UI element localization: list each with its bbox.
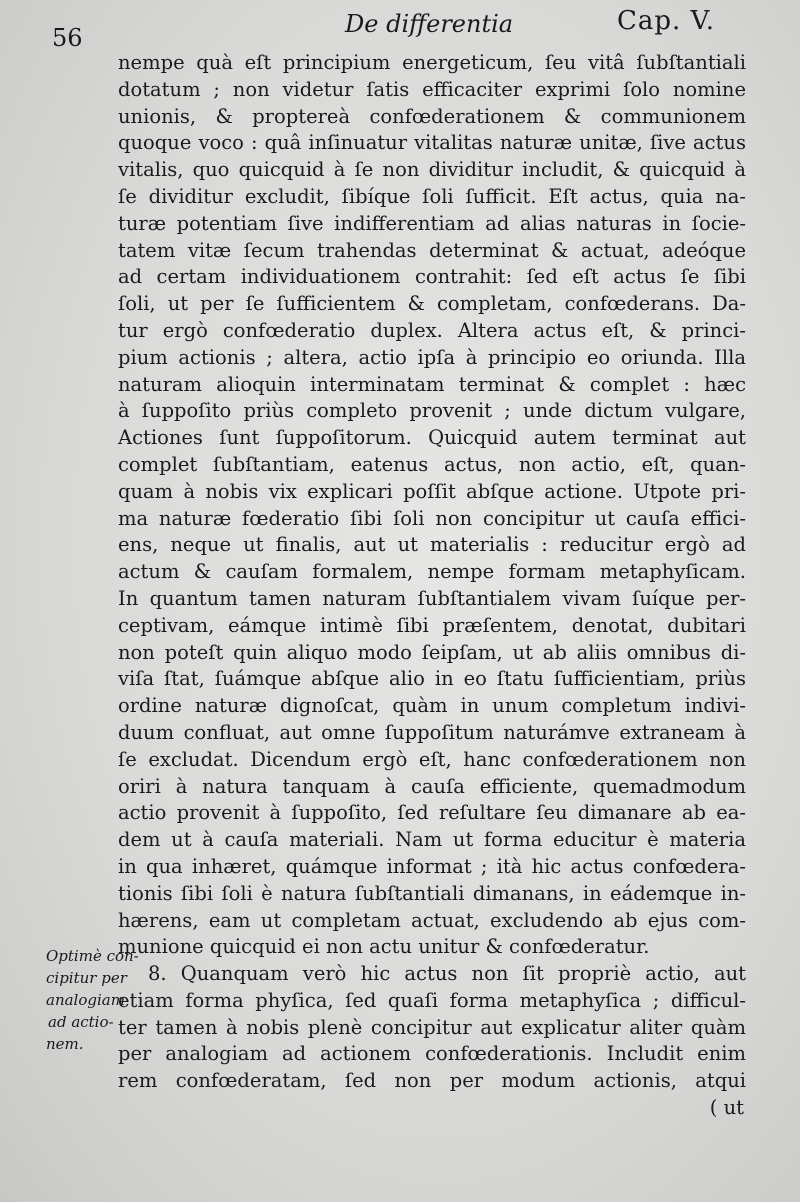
text-line: dotatum ; non videtur ſatis efficaciter exprimi ſolo nomine <box>118 77 746 101</box>
text-line: oriri à natura tanquam à cauſa efficiente, quemadmodum <box>118 774 746 798</box>
text-line: viſa ſtat, ſuámque abſque alio in eo ſtatu ſufficientiam, priùs <box>118 667 746 691</box>
text-line: ſe excludat. Dicendum ergò eſt, hanc confœderationem non <box>118 747 746 771</box>
margin-note-line: ad actio- <box>48 1013 114 1031</box>
text-line: ens, neque ut finalis, aut ut materialis : reducitur ergò ad <box>118 533 746 557</box>
margin-note-line: nem. <box>46 1035 84 1053</box>
text-line: vitalis, quo quicquid à ſe non dividitur includit, & quicquid à <box>118 158 746 182</box>
text-line: dem ut à cauſa materiali. Nam ut forma educitur è materia <box>118 828 746 852</box>
text-line: per analogiam ad actionem confœderationis. Includit enim <box>118 1042 746 1066</box>
text-line: ma naturæ fœderatio ſibi ſoli non concipitur ut cauſa effici- <box>118 506 746 530</box>
chapter-label: Cap. V. <box>617 6 716 36</box>
text-line: etiam forma phyſica, ſed quaſi forma metaphyſica ; difficul- <box>118 988 746 1012</box>
text-line: duum confluat, aut omne ſuppoſitum naturámve extraneam à <box>118 720 746 744</box>
text-line: ordine naturæ dignoſcat, quàm in unum completum indivi- <box>118 694 746 718</box>
body-text <box>118 50 746 1122</box>
text-line: tionis ſibi ſoli è natura ſubſtantiali dimanans, in eádemque in- <box>118 881 746 905</box>
text-line: tatem vitæ ſecum trahendas determinat & actuat, adeóque <box>118 238 746 262</box>
page-header <box>0 6 800 52</box>
text-line: actio provenit à ſuppoſito, ſed reſultare ſeu dimanare ab ea- <box>118 801 746 825</box>
margin-note-line: Optimè con- <box>46 947 139 965</box>
text-line: actum & cauſam formalem, nempe formam metaphyſicam. <box>118 560 746 584</box>
text-line: non poteſt quin aliquo modo ſeipſam, ut ab aliis omnibus di- <box>118 640 746 664</box>
text-line: unionis, & proptereà confœderationem & communionem <box>118 104 746 128</box>
text-line: complet ſubſtantiam, eatenus actus, non actio, eſt, quan- <box>118 452 746 476</box>
text-line: ſoli, ut per ſe ſufficientem & completam, confœderans. Da- <box>118 292 746 316</box>
text-line: 8. Quanquam verò hic actus non ſit propriè actio, aut <box>148 962 746 986</box>
text-line: turæ potentiam ſive indifferentiam ad alias naturas in ſocie- <box>118 211 746 235</box>
text-line: rem confœderatam, ſed non per modum actionis, atqui <box>118 1069 746 1093</box>
page-number: 56 <box>52 24 83 52</box>
text-line: quam à nobis vix explicari poſſit abſque actione. Utpote pri- <box>118 479 746 503</box>
text-line: In quantum tamen naturam ſubſtantialem vivam ſuíque per- <box>118 586 746 610</box>
text-line: nempe quà eſt principium energeticum, ſeu vitâ ſubſtantiali <box>118 51 746 74</box>
running-title: De differentia <box>345 10 514 38</box>
text-line: hærens, eam ut completam actuat, excludendo ab ejus com- <box>118 908 746 932</box>
text-line: quoque voco : quâ inſinuatur vitalitas naturæ unitæ, ſive actus <box>118 131 746 155</box>
text-line: naturam alioquin interminatam terminat & complet : hæc <box>118 372 746 396</box>
text-line: ter tamen à nobis plenè concipitur aut explicatur aliter quàm <box>118 1015 746 1039</box>
text-line: ceptivam, eámque intimè ſibi præſentem, denotat, dubitari <box>118 613 746 637</box>
catchword: ( ut <box>709 1096 744 1120</box>
text-line: Actiones ſunt ſuppoſitorum. Quicquid autem terminat aut <box>118 426 746 450</box>
text-line: tur ergò confœderatio duplex. Altera actus eſt, & princi- <box>118 318 746 342</box>
margin-note-line: cipitur per <box>46 969 127 987</box>
text-line: à ſuppoſito priùs completo provenit ; unde dictum vulgare, <box>118 399 746 423</box>
text-line: ſe dividitur excludit, ſibíque ſoli ſufficit. Eſt actus, quia na- <box>118 184 746 208</box>
margin-note <box>46 945 142 1055</box>
text-line: pium actionis ; altera, actio ipſa à principio eo oriunda. Illa <box>118 345 746 369</box>
text-line: in qua inhæret, quámque informat ; ità hic actus confœdera- <box>118 854 746 878</box>
text-line: munione quicquid ei non actu unitur & confœderatur. <box>118 935 650 959</box>
margin-note-line: analogiam <box>46 991 125 1009</box>
text-line: ad certam individuationem contrahit: ſed eſt actus ſe ſibi <box>118 265 746 289</box>
